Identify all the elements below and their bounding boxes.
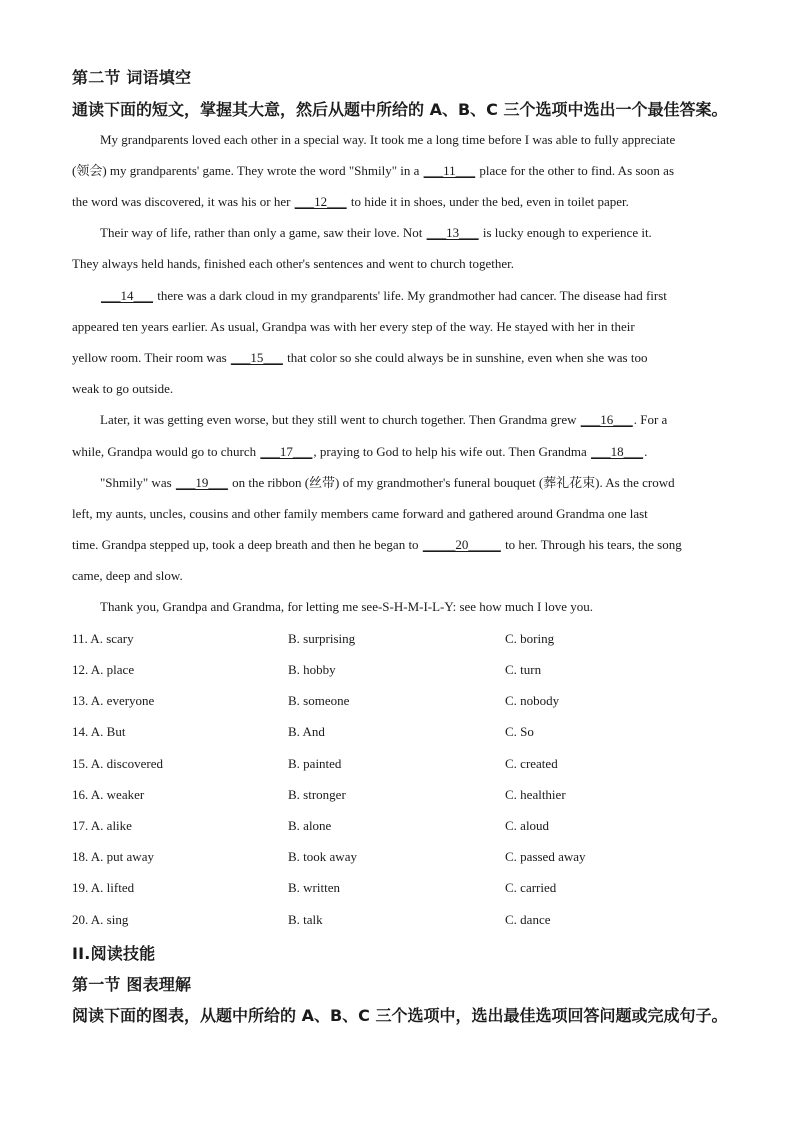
- passage-line: yellow room. Their room was ___15___ that color so she could always be in sunshine, even when she was too: [72, 350, 648, 365]
- passage-line: while, Grandpa would go to church ___17___, praying to God to help his wife out. Then Grandma ___18___.: [72, 444, 648, 459]
- option-b[interactable]: B. talk: [288, 912, 323, 927]
- section-title: 第一节 图表理解: [72, 975, 192, 994]
- option-row-16: [72, 786, 722, 804]
- option-a[interactable]: 13. A. everyone: [72, 693, 155, 708]
- blank-20: _____20_____: [422, 537, 501, 552]
- option-b[interactable]: B. stronger: [288, 787, 346, 802]
- option-a[interactable]: 15. A. discovered: [72, 756, 163, 771]
- blank-17: ___17___: [260, 444, 313, 459]
- option-a[interactable]: 18. A. put away: [72, 849, 154, 864]
- option-c[interactable]: C. So: [505, 724, 534, 739]
- passage-line: appeared ten years earlier. As usual, Grandpa was with her every step of the way. He stayed with her in their: [72, 319, 635, 334]
- option-b[interactable]: B. someone: [288, 693, 350, 708]
- option-row-17: [72, 817, 722, 835]
- option-a[interactable]: 17. A. alike: [72, 818, 132, 833]
- option-c[interactable]: C. healthier: [505, 787, 566, 802]
- option-row-12: [72, 661, 722, 679]
- passage-line: weak to go outside.: [72, 381, 174, 396]
- blank-12: ___12___: [294, 194, 347, 209]
- option-row-20: [72, 911, 722, 929]
- option-a[interactable]: 14. A. But: [72, 724, 126, 739]
- blank-18: ___18___: [591, 444, 644, 459]
- option-b[interactable]: B. took away: [288, 849, 357, 864]
- section-title: 第二节 词语填空: [72, 68, 192, 87]
- instruction-text: 通读下面的短文，掌握其大意，然后从题中所给的 A、B、C 三个选项中选出一个最佳答案。: [72, 100, 728, 119]
- passage-line: Thank you, Grandpa and Grandma, for letting me see-S-H-M-I-L-Y: see how much I love you.: [100, 599, 594, 614]
- option-a[interactable]: 11. A. scary: [72, 631, 134, 646]
- passage-line: left, my aunts, uncles, cousins and other family members came forward and gathered around Grandma one last: [72, 506, 648, 521]
- part-title: II.阅读技能: [72, 944, 156, 963]
- instruction-text: 阅读下面的图表，从题中所给的 A、B、C 三个选项中，选出最佳选项回答问题或完成句子。: [72, 1006, 728, 1025]
- option-a[interactable]: 19. A. lifted: [72, 880, 135, 895]
- option-a[interactable]: 16. A. weaker: [72, 787, 145, 802]
- option-b[interactable]: B. alone: [288, 818, 332, 833]
- option-b[interactable]: B. written: [288, 880, 340, 895]
- option-c[interactable]: C. boring: [505, 631, 555, 646]
- passage-line: Their way of life, rather than only a game, saw their love. Not ___13___ is lucky enough to experience it.: [100, 225, 652, 240]
- passage-line: the word was discovered, it was his or her ___12___ to hide it in shoes, under the bed, even in toilet paper.: [72, 194, 629, 209]
- passage-line: Later, it was getting even worse, but they still went to church together. Then Grandma grew ___16___. For a: [100, 412, 668, 427]
- blank-15: ___15___: [230, 350, 283, 365]
- passage-line: ___14___ there was a dark cloud in my grandparents' life. My grandmother had cancer. The disease had first: [101, 288, 667, 303]
- blank-14: ___14___: [101, 288, 153, 303]
- option-c[interactable]: C. nobody: [505, 693, 560, 708]
- blank-11: ___11___: [423, 163, 476, 178]
- option-c[interactable]: C. created: [505, 756, 558, 771]
- blank-19: ___19___: [175, 475, 228, 490]
- option-row-11: [72, 630, 722, 648]
- passage-line: (领会) my grandparents' game. They wrote the word "Shmily" in a ___11___ place for the other to find. As soon as: [72, 163, 675, 178]
- option-c[interactable]: C. carried: [505, 880, 557, 895]
- option-b[interactable]: B. painted: [288, 756, 342, 771]
- option-row-19: [72, 879, 722, 897]
- option-b[interactable]: B. surprising: [288, 631, 356, 646]
- option-row-13: [72, 692, 722, 710]
- blank-16: ___16___: [580, 412, 633, 427]
- option-c[interactable]: C. aloud: [505, 818, 550, 833]
- option-b[interactable]: B. And: [288, 724, 325, 739]
- option-a[interactable]: 20. A. sing: [72, 912, 129, 927]
- option-a[interactable]: 12. A. place: [72, 662, 135, 677]
- option-b[interactable]: B. hobby: [288, 662, 336, 677]
- passage-line: They always held hands, finished each other's sentences and went to church together.: [72, 256, 515, 271]
- option-c[interactable]: C. dance: [505, 912, 551, 927]
- passage-line: came, deep and slow.: [72, 568, 183, 583]
- option-row-18: [72, 848, 722, 866]
- passage-line: "Shmily" was ___19___ on the ribbon (丝带) of my grandmother's funeral bouquet (葬礼花束). As the crowd: [100, 475, 675, 490]
- blank-13: ___13___: [426, 225, 479, 240]
- passage-line: My grandparents loved each other in a special way. It took me a long time before I was able to fully appreciate: [100, 132, 676, 147]
- option-row-14: [72, 723, 722, 741]
- option-c[interactable]: C. passed away: [505, 849, 586, 864]
- option-c[interactable]: C. turn: [505, 662, 542, 677]
- passage-line: time. Grandpa stepped up, took a deep breath and then he began to _____20_____ to her. Through his tears, the song: [72, 537, 682, 552]
- option-row-15: [72, 755, 722, 773]
